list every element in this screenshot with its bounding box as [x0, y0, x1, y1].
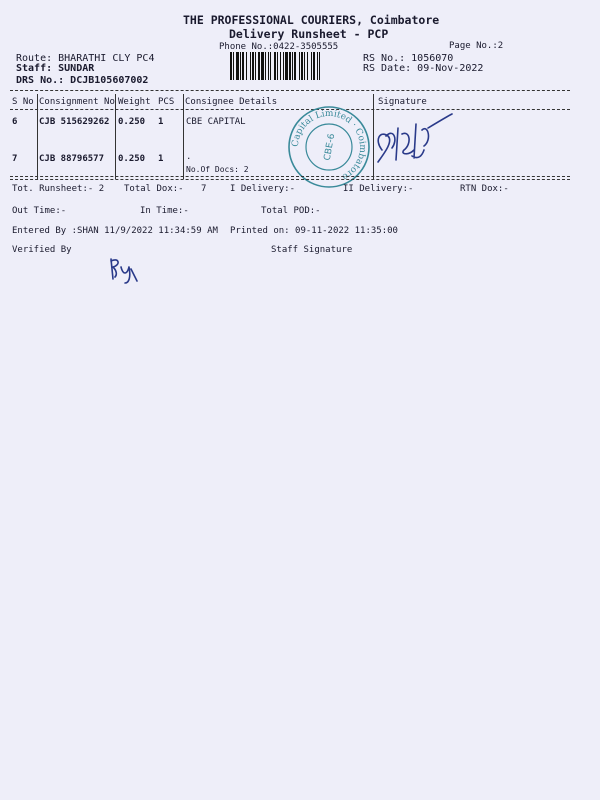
verifier-initials [105, 255, 145, 285]
barcode-bar [261, 52, 264, 80]
entered-by: Entered By :SHAN 11/9/2022 11:34:59 AM [12, 226, 218, 236]
barcode-bar [311, 52, 312, 80]
barcode-bar [230, 52, 232, 80]
barcode-bar [265, 52, 266, 80]
table-bottom-rule [10, 176, 570, 177]
company-stamp [286, 104, 372, 190]
total-dox-value: 7 [201, 184, 207, 194]
barcode-bar [299, 52, 300, 80]
col-header-pcs: PCS [158, 97, 175, 107]
barcode-bar [285, 52, 288, 80]
barcode-bar [317, 52, 318, 80]
col-header-consignment: Consignment No [39, 97, 115, 107]
barcode-bar [301, 52, 303, 80]
row-pcs: 1 [158, 154, 164, 164]
barcode-bar [307, 52, 308, 80]
barcode-bar [255, 52, 256, 80]
col-header-consignee: Consignee Details [185, 97, 278, 107]
document-title: Delivery Runsheet - PCP [229, 27, 389, 41]
number-of-docs: No.Of Docs: 2 [186, 165, 249, 174]
handwritten-signature [372, 110, 454, 170]
column-divider [115, 94, 116, 179]
barcode-bar [277, 52, 278, 80]
table-top-rule [10, 90, 570, 91]
col-header-weight: Weight [118, 97, 151, 107]
row-consignee: . [186, 152, 192, 162]
drs-number: DRS No.: DCJB105607002 [16, 75, 149, 86]
barcode [230, 52, 357, 80]
barcode-bar [274, 52, 276, 80]
barcode-bar [283, 52, 284, 80]
row-weight: 0.250 [118, 117, 146, 127]
barcode-bar [289, 52, 291, 80]
stamp-ring-text: Capital Limited · Coimbatore [290, 108, 368, 182]
rs-number: RS No.: 1056070 [363, 53, 454, 64]
barcode-bar [236, 52, 239, 80]
rtn-dox: RTN Dox:- [460, 184, 509, 194]
row-sno: 6 [12, 117, 18, 127]
barcode-bar [294, 52, 296, 80]
row-consignment: CJB 515629262 [39, 117, 110, 127]
phone-number: Phone No.:0422-3505555 [219, 42, 339, 52]
staff-label: Staff: SUNDAR [16, 63, 95, 74]
barcode-bar [270, 52, 271, 80]
column-divider [37, 94, 38, 179]
barcode-bar [292, 52, 293, 80]
barcode-bar [242, 52, 244, 80]
col-header-signature: Signature [378, 97, 427, 107]
route-label: Route: BHARATHI CLY PC4 [16, 53, 155, 64]
total-pod: Total POD:- [261, 206, 321, 216]
total-runsheet: Tot. Runsheet:- 2 [12, 184, 105, 194]
barcode-bar [250, 52, 251, 80]
i-delivery: I Delivery:- [230, 184, 296, 194]
printed-on: Printed on: 09-11-2022 11:35:00 [230, 226, 398, 236]
ii-delivery: II Delivery:- [343, 184, 414, 194]
out-time: Out Time:- [12, 206, 67, 216]
row-consignment: CJB 88796577 [39, 154, 105, 164]
barcode-bar [280, 52, 281, 80]
row-weight: 0.250 [118, 154, 146, 164]
barcode-bar [258, 52, 260, 80]
barcode-bar [246, 52, 247, 80]
col-header-sno: S No [12, 97, 34, 107]
table-bottom-rule [10, 179, 570, 180]
staff-signature: Staff Signature [271, 245, 353, 255]
company-name: THE PROFESSIONAL COURIERS, Coimbatore [183, 13, 440, 27]
page-number: Page No.:2 [449, 41, 504, 51]
barcode-bar [268, 52, 269, 80]
column-divider [183, 94, 184, 179]
barcode-bar [313, 52, 315, 80]
stamp-center-text: CBE-6 [322, 132, 338, 162]
row-sno: 7 [12, 154, 18, 164]
barcode-bar [233, 52, 234, 80]
barcode-bar [304, 52, 305, 80]
barcode-bar [240, 52, 241, 80]
in-time: In Time:- [140, 206, 189, 216]
barcode-bar [319, 52, 320, 80]
verified-by: Verified By [12, 245, 72, 255]
total-dox-label: Total Dox:- [124, 184, 184, 194]
row-consignee: CBE CAPITAL [186, 117, 246, 127]
rs-date: RS Date: 09-Nov-2022 [363, 63, 484, 74]
barcode-bar [252, 52, 254, 80]
row-pcs: 1 [158, 117, 164, 127]
